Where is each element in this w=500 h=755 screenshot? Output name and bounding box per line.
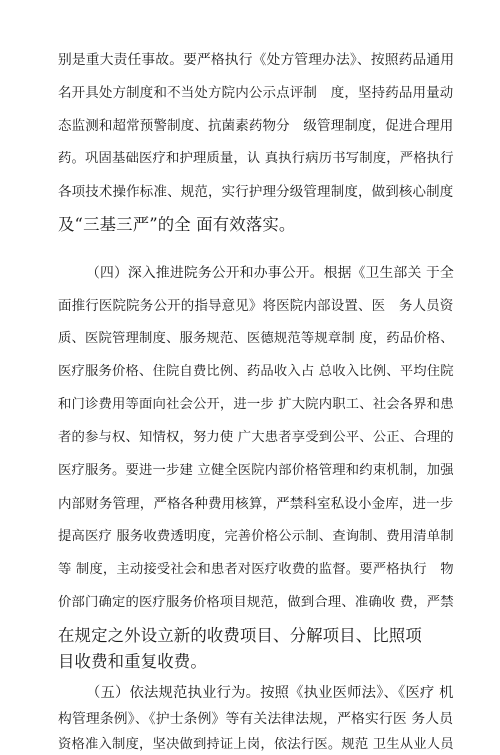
section-heading-line: （五）依法规范执业行为。按照《执业医师法》、《医疗 机 bbox=[86, 685, 454, 701]
paragraph-line: 质、医院管理制度、服务规范、医德规范等规章制 度，药品价格、 bbox=[58, 331, 454, 346]
paragraph-line: 面推行医院院务公开的指导意见》将医院内部设置、医 务人员资 bbox=[58, 298, 454, 314]
paragraph-line: 别是重大责任事故。要严格执行《处方管理办法》、按照药品通用 bbox=[58, 52, 455, 68]
paragraph-line: 医疗服务价格、住院自费比例、药品收入占 总收入比例、平均住院 bbox=[58, 364, 454, 379]
paragraph-line: 名开具处方制度和不当处方院内公示点评制 度，坚持药品用量动 bbox=[58, 85, 454, 101]
paragraph-line: 态监测和超常预警制度、抗菌素药物分 级管理制度，促进合理用 bbox=[58, 118, 454, 134]
paragraph-line: 价部门确定的医疗服务价格项目规范，做到合理、准确收 费，严禁 bbox=[58, 595, 454, 610]
paragraph-line: 内部财务管理，严格各种费用核算，严禁科室私设小金库，进一步 bbox=[58, 496, 454, 512]
paragraph-line: 在规定之外设立新的收费项目、分解项目、比照项 bbox=[58, 626, 422, 645]
paragraph-line: 提高医疗 服务收费透明度，完善价格公示制、查询制、费用清单制 bbox=[58, 529, 454, 544]
paragraph-line: 构管理条例》、《护士条例》等有关法律法规，严格实行医 务人员 bbox=[58, 711, 454, 727]
paragraph-line: 等 制度，主动接受社会和患者对医疗收费的监督。要严格执行 物 bbox=[58, 562, 454, 577]
paragraph-line: 医疗服务。要进一步建 立健全医院内部价格管理和约束机制，加强 bbox=[58, 463, 454, 478]
paragraph-line: 目收费和重复收费。 bbox=[58, 652, 207, 671]
paragraph-line: 资格准入制度，坚决做到持证上岗，依法行医。规范 卫生从业人员 bbox=[58, 737, 454, 752]
paragraph-line: 各项技术操作标准、规范，实行护理分级管理制度，做到核心制度 bbox=[58, 184, 454, 200]
paragraph-line: 和门诊费用等面向社会公开，进一步 扩大院内职工、社会各界和患 bbox=[58, 397, 454, 412]
paragraph-line: 药。巩固基础医疗和护理质量，认 真执行病历书写制度，严格执行 bbox=[58, 151, 454, 166]
paragraph-line: 者的参与权、知情权，努力使 广大患者享受到公平、公正、合理的 bbox=[58, 430, 454, 445]
section-heading-line: （四）深入推进院务公开和办事公开。根据《卫生部关 于全 bbox=[86, 265, 454, 281]
paragraph-line: 及“三基三严”的全 面有效落实。 bbox=[58, 215, 296, 234]
